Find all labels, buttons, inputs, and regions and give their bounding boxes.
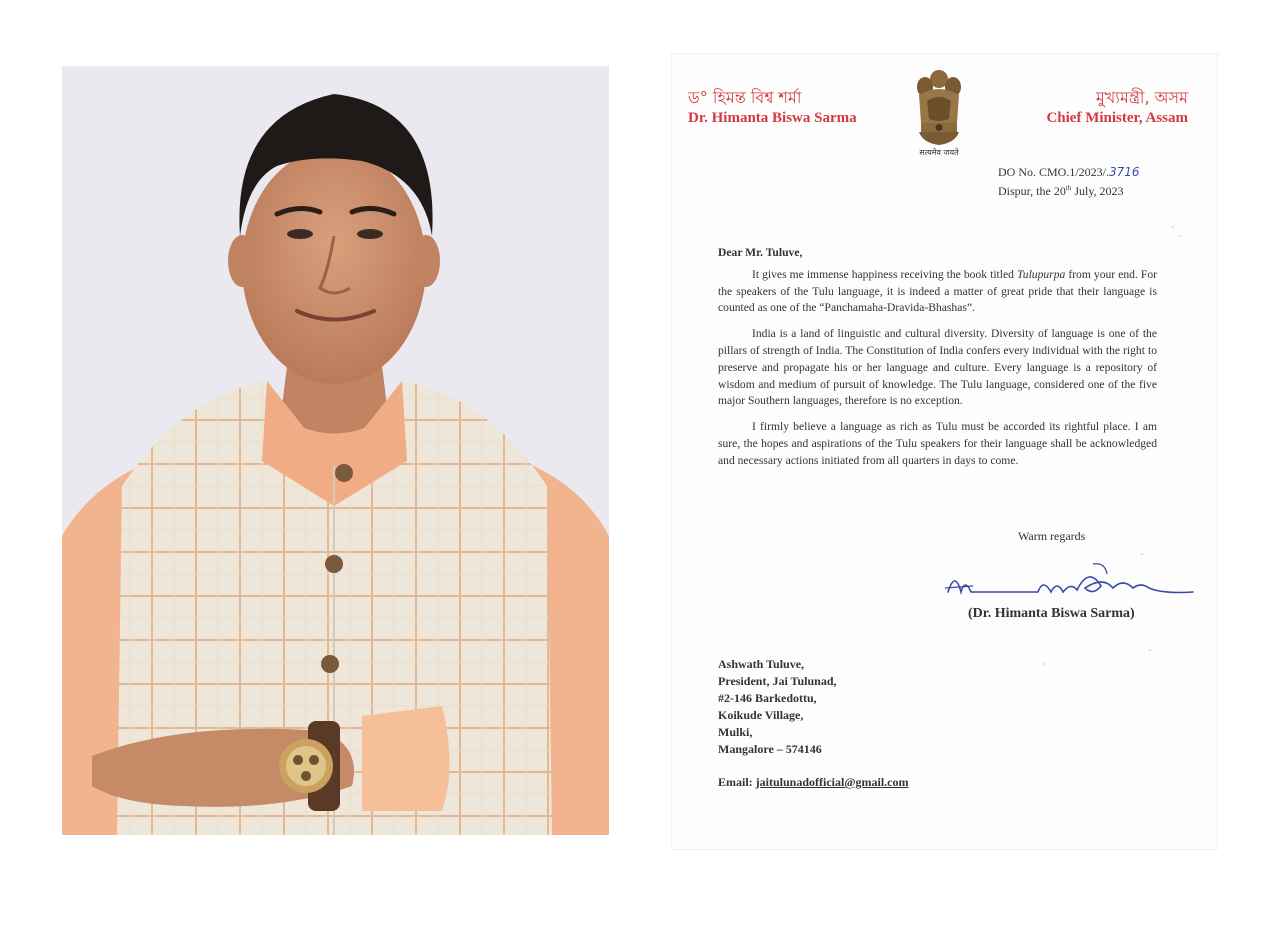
reference-block (998, 164, 1140, 199)
do-number-line (998, 164, 1140, 180)
letterhead-title-english: Chief Minister, Assam (1046, 110, 1188, 126)
date-line (998, 180, 1140, 199)
address-line: Ashwath Tuluve, (718, 657, 805, 671)
portrait-photo (62, 66, 609, 835)
letterhead-name (688, 88, 857, 128)
do-number-handwritten: 3716 (1109, 165, 1140, 179)
letterhead-name-bengali: ড° হিমন্ত বিশ্ব শৰ্মা (688, 88, 802, 107)
paragraph-1-start: It gives me immense happiness receiving the book titled (752, 267, 1017, 281)
letterhead-title (1046, 88, 1188, 128)
address-line: Mangalore – 574146 (718, 742, 822, 756)
closing: Warm regards (1018, 529, 1086, 543)
paper-speck (1172, 226, 1174, 228)
address-line: Koikude Village, (718, 708, 804, 722)
signer-name: (Dr. Himanta Biswa Sarma) (968, 606, 1135, 621)
recipient-address (718, 656, 837, 758)
paper-speck (1043, 663, 1045, 665)
address-line: President, Jai Tulunad, (718, 674, 837, 688)
letter-document (671, 53, 1218, 850)
address-line: #2-146 Barkedottu, (718, 691, 817, 705)
paper-speck (1149, 649, 1151, 651)
salutation: Dear Mr. Tuluve, (718, 246, 803, 259)
paragraph-1-end: from your end. For the speakers of the Tulu language, it is indeed a matter of great pride that their language is counted as one of the “Panchamaha-Dravida-Bhashas”. (718, 267, 1157, 315)
date-ordinal: th (1065, 184, 1072, 192)
email-label: Email: (718, 775, 756, 789)
email-line (718, 775, 909, 790)
letterhead-name-english: Dr. Himanta Biswa Sarma (688, 110, 857, 126)
paragraph-2: India is a land of linguistic and cultural diversity. Diversity of language is one of the pillars of strength of India. The Constitution of India confers every individual with the right to preserve and propagate his or her language and culture. Every language is a repository of wisdom and medium of pursuit of knowledge. The Tulu language, considered one of the five major Southern languages, therefore is no exception. (718, 327, 1157, 408)
paper-speck (1141, 553, 1143, 555)
letterhead-title-bengali: মুখ্যমন্ত্ৰী, অসম (1095, 88, 1188, 107)
portrait-illustration (62, 66, 609, 835)
signature-icon (943, 558, 1198, 608)
paper-speck (1179, 235, 1181, 237)
letter-body (718, 245, 1157, 479)
do-number-prefix: DO No. CMO.1/2023/. (998, 165, 1110, 179)
paragraph-1 (718, 267, 1157, 317)
email-address-link[interactable]: jaitulunadofficial@gmail.com (755, 775, 909, 789)
paragraph-3: I firmly believe a language as rich as Tulu must be accorded its rightful place. I am sure, the hopes and aspirations of the Tulu speakers for their language shall be acknowledged and necessary actions initiated from all quarters in days to come. (718, 420, 1157, 467)
address-line: Mulki, (718, 725, 753, 739)
emblem-caption: सत्यमेव जयते (919, 148, 959, 157)
date-rest: July, 2023 (1071, 184, 1124, 198)
date-prefix: Dispur, the 20 (998, 184, 1066, 198)
book-title: Tulupurpa (1016, 267, 1066, 281)
